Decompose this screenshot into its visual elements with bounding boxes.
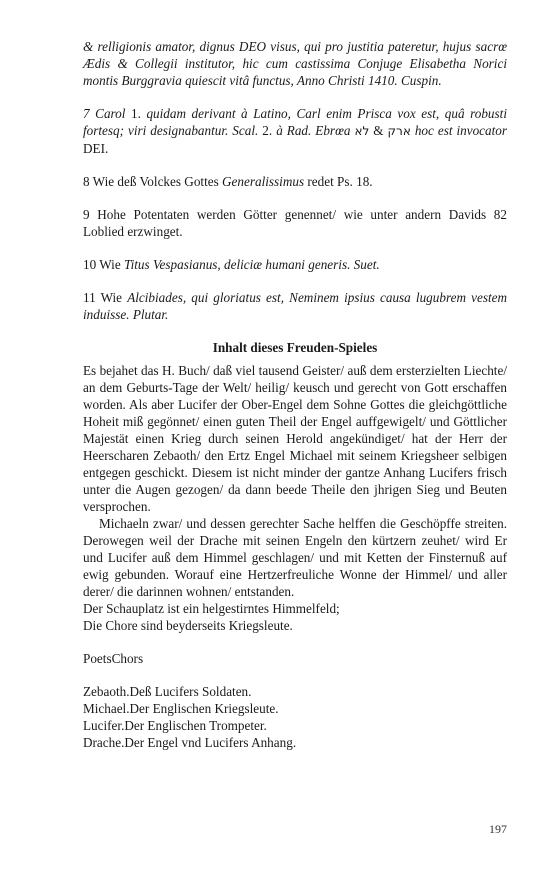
cast-entry-lucifer: Lucifer.Der Englischen Trompeter.: [83, 718, 267, 733]
footnote-7-part-a: 7 Carol: [83, 106, 126, 121]
footnote-10-part-a: 10 Wie: [83, 257, 124, 272]
footnote-11-part-a: 11 Wie: [83, 290, 128, 305]
footnote-9: 9 Hohe Potentaten werden Götter genennet/ wie unter andern Davids 82 Loblied erzwinget.: [83, 207, 507, 239]
hebrew-word-2: לא: [354, 124, 370, 138]
cast-entry-zebaoth: Zebaoth.Deß Lucifers Soldaten.: [83, 684, 252, 699]
footnote-7-part-b: 1.: [125, 106, 147, 121]
footnote-continuation: & relligionis amator, dignus DEO visus, qui pro justitia pateretur, hujus sacrœ Ædis & Collegii institutor, hic cum castissima Conjuge Elisabetha Norici montis Burggravia quiescit vitâ functus, Anno Christi 1410. Cuspin.: [83, 39, 507, 88]
summary-paragraph-1: Es bejahet das H. Buch/ daß viel tausend Geister/ auß dem ersterzielten Liechte/ an dem Geburts-Tage der Welt/ heilig/ keusch und gerecht von Gott erschaffen worden. Als aber Lucifer der Ober-Engel dem Sohne Gottes die gleichgöttliche Hoheit miß gegönnet/ einen guten Theil der Engel auffgewigelt/ und Göttlicher Majestät einen Krieg durch seinen Herold angekündiget/ hat der Herr der Heerscharen Zebaoth/ den Ertz Engel Michael mit seinem Kriegsheer selbigen entgegen geschickt. Diesem ist nicht minder der gantze Anhang Lucifers frisch unter die Augen gezogen/ da dann beede Theile den jhrigen Sieg und Beuten versprochen.: [83, 363, 507, 514]
footnote-8-part-b: Generalissimus: [222, 174, 305, 189]
footnote-11: [83, 289, 507, 323]
page-number: 197: [489, 822, 507, 836]
page-body: [83, 38, 507, 751]
footnote-7-part-c: quidam derivant à Latino, Carl enim Prisca vox est, quâ robusti fortesq; viri designabantur. Scal.: [83, 106, 507, 138]
hebrew-word-1: ארק: [387, 124, 411, 138]
section-heading: Inhalt dieses Freuden-Spieles: [212, 340, 378, 355]
summary-paragraph-2: Michaeln zwar/ und dessen gerechter Sache helffen die Geschöpffe streiten. Derowegen weil der Drache mit seinen Engeln den kürtzern zeuhet/ wird Er und Lucifer auß dem Himmel geschlagen/ und mit Ketten der Finsternuß auf ewig gebunden. Worauf eine Hertzerfreuliche Wonne der Himmel/ und aller derer/ die darinnen wohnen/ entstanden.: [83, 516, 507, 599]
chorus-line: Die Chore sind beyderseits Kriegsleute.: [83, 618, 293, 633]
poets-chorus-heading: PoetsChors: [83, 651, 144, 666]
footnote-10-part-b: Titus Vespasianus, deliciæ humani generis. Suet.: [123, 257, 380, 272]
footnote-7: [83, 105, 507, 157]
stage-setting-line: Der Schauplatz ist ein helgestirntes Himmelfeld;: [83, 601, 340, 616]
footnote-8-part-c: redet Ps. 18.: [304, 174, 373, 189]
footnote-8-part-a: 8 Wie deß Volckes Gottes: [83, 174, 223, 189]
footnote-7-part-e: à Rad. Ebrœa: [276, 123, 351, 138]
footnote-11-part-b: Alcibiades, qui gloriatus est, Neminem ipsius causa lugubrem vestem induisse. Plutar.: [83, 290, 507, 322]
footnote-7-part-f: hoc est invocator: [414, 123, 508, 138]
footnote-7-part-g: DEI.: [83, 141, 109, 156]
footnote-10: [83, 256, 507, 273]
cast-entry-michael: Michael.Der Englischen Kriegsleute.: [83, 701, 279, 716]
footnote-7-part-d: 2.: [258, 123, 277, 138]
footnote-7-ampersand: &: [369, 123, 388, 138]
footnote-8: [83, 173, 507, 190]
cast-entry-drache: Drache.Der Engel vnd Lucifers Anhang.: [83, 735, 297, 750]
